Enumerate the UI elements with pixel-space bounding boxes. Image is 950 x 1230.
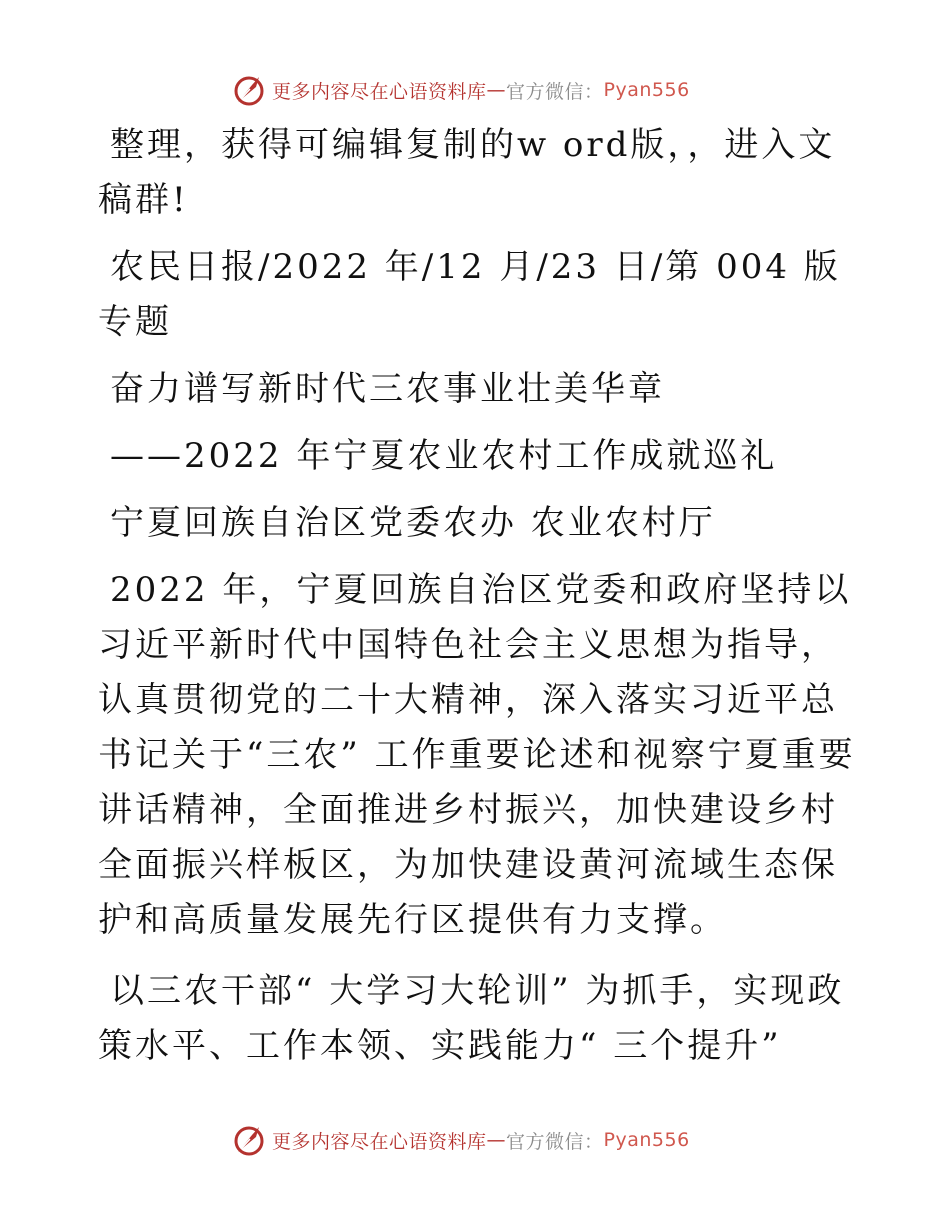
footer-watermark-banner (232, 1120, 690, 1160)
banner-official-label: 官方微信： (506, 1130, 604, 1153)
banner-wechat-id: Pyan556 (603, 1129, 690, 1151)
article-author: 宁夏回族自治区党委农办 农业农村厅 (110, 503, 716, 543)
intro-paragraph: 整理，获得可编辑复制的w ord版，，进入文稿群! (98, 125, 836, 220)
banner-dash: — (486, 1129, 507, 1151)
quill-pen-logo-icon (232, 73, 266, 107)
article-subtitle: ——2022 年宁夏农业农村工作成就巡礼 (110, 436, 778, 476)
header-watermark-banner (232, 70, 690, 110)
document-body (98, 118, 858, 1074)
banner-main-text: 更多内容尽在心语资料库 (272, 1130, 487, 1153)
source-line: 农民日报/2022 年/12 月/23 日/第 004 版专题 (98, 247, 841, 342)
body-paragraph: 2022 年，宁夏回族自治区党委和政府坚持以习近平新时代中国特色社会主义思想为指导，认真贯彻党的二十大精神，深入落实习近平总书记关于“三农” 工作重要论述和视察宁夏重要讲话精神，全面推进乡村振兴，加快建设乡村全面振兴样板区，为加快建设黄河流域生态保护和高质量发展先行区提供有力支撑。 (98, 570, 856, 940)
quill-pen-logo-icon (232, 1123, 266, 1157)
banner-dash: — (486, 79, 507, 101)
article-title: 奋力谱写新时代三农事业壮美华章 (110, 369, 665, 409)
banner-official-label: 官方微信： (506, 80, 604, 103)
banner-main-text: 更多内容尽在心语资料库 (272, 80, 487, 103)
banner-wechat-id: Pyan556 (603, 79, 690, 101)
body-paragraph: 以三农干部“ 大学习大轮训” 为抓手，实现政策水平、工作本领、实践能力“ 三个提升” (98, 971, 845, 1066)
